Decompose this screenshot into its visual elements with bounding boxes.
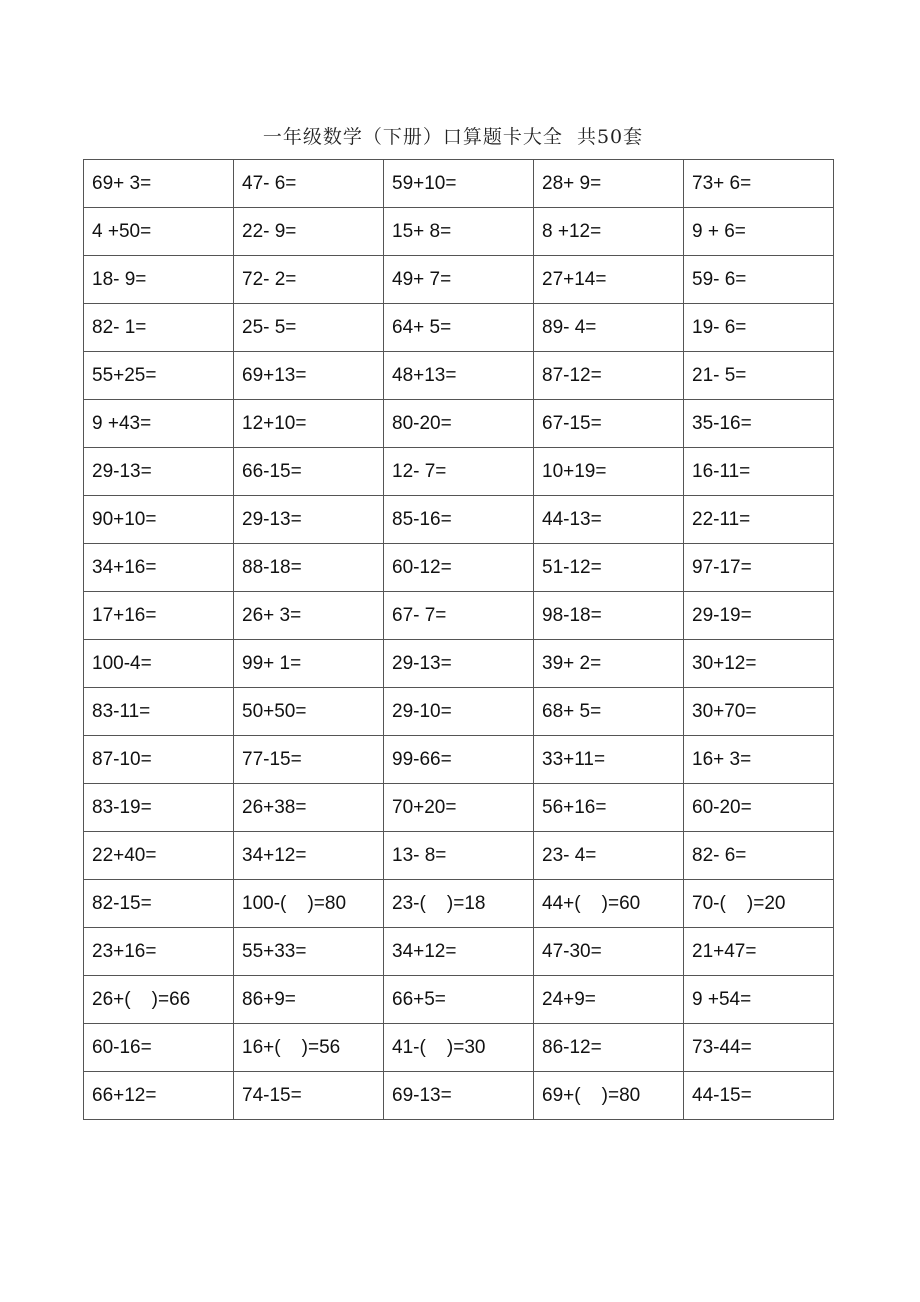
problem-cell: 16-11=: [684, 448, 834, 496]
problem-cell: 16+ 3=: [684, 736, 834, 784]
problem-cell: 28+ 9=: [534, 160, 684, 208]
problem-cell: 29-13=: [84, 448, 234, 496]
problem-cell: 87-12=: [534, 352, 684, 400]
problem-cell: 4 +50=: [84, 208, 234, 256]
problem-cell: 73+ 6=: [684, 160, 834, 208]
table-row: [84, 400, 834, 448]
problem-cell: 66-15=: [234, 448, 384, 496]
problem-cell: 59- 6=: [684, 256, 834, 304]
problem-cell: 22+40=: [84, 832, 234, 880]
problem-cell: 39+ 2=: [534, 640, 684, 688]
page-title: 一年级数学（下册）口算题卡大全 共50套: [262, 126, 644, 148]
table-row: [84, 304, 834, 352]
problem-cell: 22-11=: [684, 496, 834, 544]
problem-cell: 83-11=: [84, 688, 234, 736]
table-row: [84, 496, 834, 544]
problem-cell: 12- 7=: [384, 448, 534, 496]
problem-cell: 87-10=: [84, 736, 234, 784]
problem-cell: 34+16=: [84, 544, 234, 592]
problem-cell: 44+( )=60: [534, 880, 684, 928]
problem-cell: 35-16=: [684, 400, 834, 448]
problem-cell: 50+50=: [234, 688, 384, 736]
problem-cell: 69+ 3=: [84, 160, 234, 208]
table-row: [84, 448, 834, 496]
problem-cell: 26+( )=66: [84, 976, 234, 1024]
problem-cell: 29-19=: [684, 592, 834, 640]
problem-cell: 72- 2=: [234, 256, 384, 304]
problem-cell: 88-18=: [234, 544, 384, 592]
problem-cell: 64+ 5=: [384, 304, 534, 352]
problem-cell: 21- 5=: [684, 352, 834, 400]
problem-cell: 77-15=: [234, 736, 384, 784]
problem-cell: 97-17=: [684, 544, 834, 592]
table-row: [84, 784, 834, 832]
problem-cell: 70+20=: [384, 784, 534, 832]
problem-cell: 29-13=: [234, 496, 384, 544]
problem-cell: 8 +12=: [534, 208, 684, 256]
problem-cell: 99-66=: [384, 736, 534, 784]
problem-cell: 82-15=: [84, 880, 234, 928]
problem-cell: 70-( )=20: [684, 880, 834, 928]
problem-cell: 44-13=: [534, 496, 684, 544]
problem-cell: 100-4=: [84, 640, 234, 688]
table-row: [84, 976, 834, 1024]
problem-cell: 100-( )=80: [234, 880, 384, 928]
problem-cell: 98-18=: [534, 592, 684, 640]
problem-cell: 17+16=: [84, 592, 234, 640]
problem-cell: 67- 7=: [384, 592, 534, 640]
problem-cell: 69-13=: [384, 1072, 534, 1120]
problem-cell: 51-12=: [534, 544, 684, 592]
problem-cell: 25- 5=: [234, 304, 384, 352]
problem-cell: 23-( )=18: [384, 880, 534, 928]
problem-cell: 69+( )=80: [534, 1072, 684, 1120]
problem-cell: 60-16=: [84, 1024, 234, 1072]
problem-cell: 48+13=: [384, 352, 534, 400]
problem-cell: 10+19=: [534, 448, 684, 496]
table-row: [84, 208, 834, 256]
problem-cell: 99+ 1=: [234, 640, 384, 688]
problem-cell: 41-( )=30: [384, 1024, 534, 1072]
problem-cell: 29-10=: [384, 688, 534, 736]
problem-cell: 60-20=: [684, 784, 834, 832]
problem-cell: 82- 1=: [84, 304, 234, 352]
arithmetic-card-table: [83, 159, 834, 1120]
problem-cell: 9 +43=: [84, 400, 234, 448]
problem-cell: 80-20=: [384, 400, 534, 448]
table-row: [84, 832, 834, 880]
problem-cell: 24+9=: [534, 976, 684, 1024]
problem-cell: 9 +54=: [684, 976, 834, 1024]
problem-cell: 34+12=: [234, 832, 384, 880]
table-row: [84, 736, 834, 784]
problem-cell: 73-44=: [684, 1024, 834, 1072]
table-row: [84, 880, 834, 928]
problem-cell: 23- 4=: [534, 832, 684, 880]
problem-cell: 59+10=: [384, 160, 534, 208]
table-row: [84, 1024, 834, 1072]
problem-cell: 66+12=: [84, 1072, 234, 1120]
problem-cell: 15+ 8=: [384, 208, 534, 256]
table-row: [84, 688, 834, 736]
problem-cell: 55+25=: [84, 352, 234, 400]
problem-cell: 47- 6=: [234, 160, 384, 208]
table-row: [84, 640, 834, 688]
problem-cell: 18- 9=: [84, 256, 234, 304]
problem-cell: 27+14=: [534, 256, 684, 304]
table-row: [84, 928, 834, 976]
problem-cell: 29-13=: [384, 640, 534, 688]
problem-cell: 9 + 6=: [684, 208, 834, 256]
problem-cell: 60-12=: [384, 544, 534, 592]
problem-cell: 13- 8=: [384, 832, 534, 880]
problem-cell: 55+33=: [234, 928, 384, 976]
table-row: [84, 544, 834, 592]
problem-cell: 86-12=: [534, 1024, 684, 1072]
problem-cell: 34+12=: [384, 928, 534, 976]
table-row: [84, 256, 834, 304]
problem-cell: 66+5=: [384, 976, 534, 1024]
problem-cell: 12+10=: [234, 400, 384, 448]
problem-cell: 16+( )=56: [234, 1024, 384, 1072]
problem-cell: 49+ 7=: [384, 256, 534, 304]
problem-cell: 90+10=: [84, 496, 234, 544]
problem-cell: 44-15=: [684, 1072, 834, 1120]
problem-cell: 82- 6=: [684, 832, 834, 880]
problem-cell: 33+11=: [534, 736, 684, 784]
problem-cell: 19- 6=: [684, 304, 834, 352]
problem-cell: 67-15=: [534, 400, 684, 448]
table-row: [84, 352, 834, 400]
problem-cell: 68+ 5=: [534, 688, 684, 736]
problem-cell: 21+47=: [684, 928, 834, 976]
problem-cell: 22- 9=: [234, 208, 384, 256]
problem-cell: 26+ 3=: [234, 592, 384, 640]
table-row: [84, 1072, 834, 1120]
problem-cell: 23+16=: [84, 928, 234, 976]
table-row: [84, 160, 834, 208]
problem-cell: 74-15=: [234, 1072, 384, 1120]
problem-cell: 83-19=: [84, 784, 234, 832]
arithmetic-card-body: [84, 160, 834, 1120]
problem-cell: 86+9=: [234, 976, 384, 1024]
problem-cell: 30+70=: [684, 688, 834, 736]
problem-cell: 69+13=: [234, 352, 384, 400]
problem-cell: 26+38=: [234, 784, 384, 832]
problem-cell: 85-16=: [384, 496, 534, 544]
problem-cell: 30+12=: [684, 640, 834, 688]
table-row: [84, 592, 834, 640]
problem-cell: 47-30=: [534, 928, 684, 976]
problem-cell: 56+16=: [534, 784, 684, 832]
problem-cell: 89- 4=: [534, 304, 684, 352]
